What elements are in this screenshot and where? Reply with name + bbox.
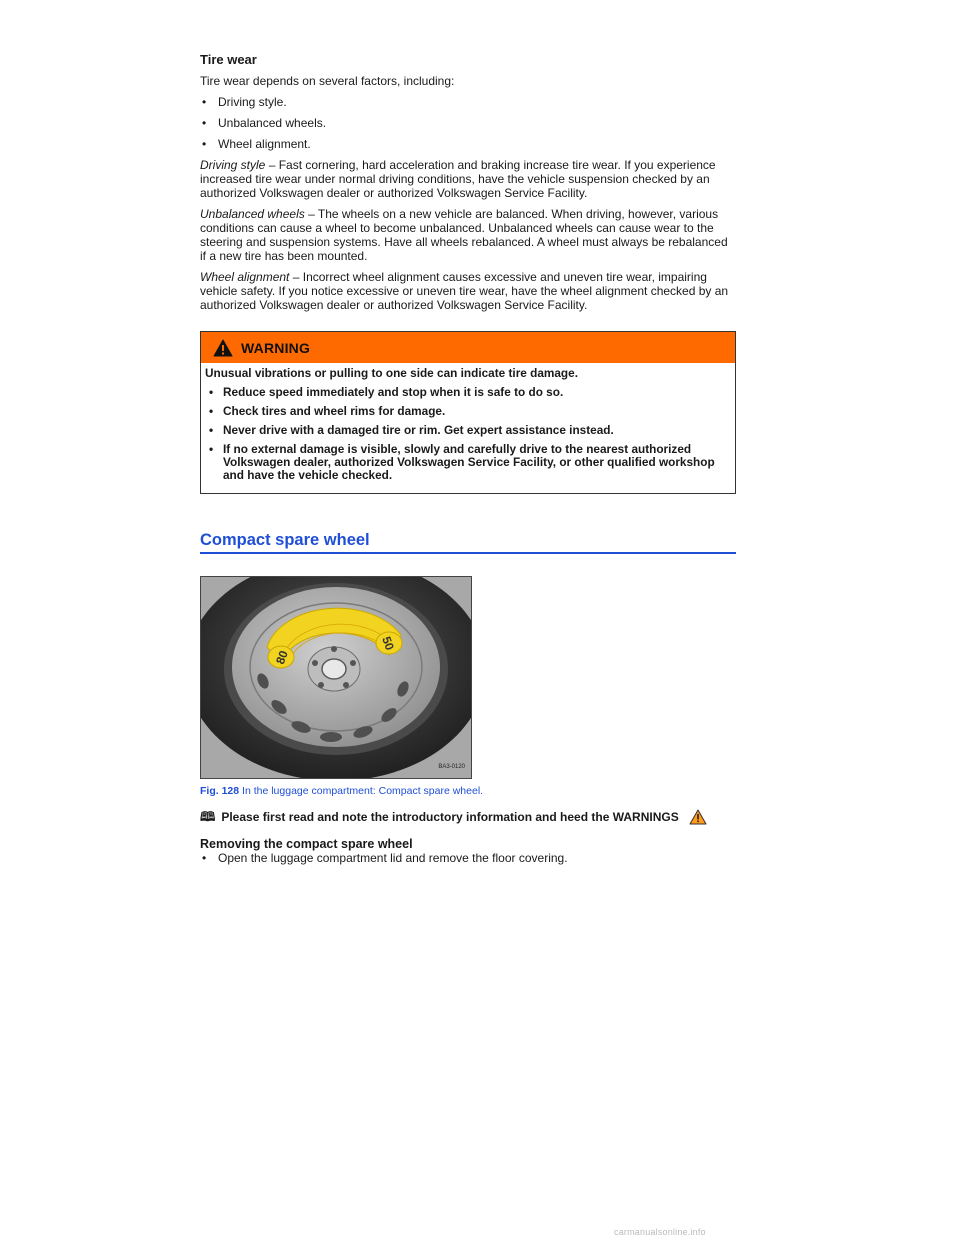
tire-wear-intro: Tire wear depends on several factors, including: [200,74,455,88]
warning-lead: Unusual vibrations or pulling to one side can indicate tire damage. [205,366,578,380]
list-item: • Wheel alignment. [200,137,736,151]
book-icon: 🕮 [200,809,216,824]
speed-label-right: 50 [379,634,397,653]
section-title: Compact spare wheel [200,530,736,554]
list-item: • Open the luggage compartment lid and remove the floor covering. [200,851,736,865]
alignment-term: Wheel alignment [200,270,290,284]
driving-style-paragraph [200,158,736,200]
alignment-paragraph [200,270,736,312]
content-column [200,52,736,872]
list-item: • Never drive with a damaged tire or rim. Get expert assistance instead. [205,424,731,437]
list-item: • Driving style. [200,95,736,109]
caption-text: In the luggage compartment: Compact spare wheel. [239,785,484,797]
warning-list [205,386,731,482]
spare-wheel-illustration [201,577,471,778]
list-item: • Unbalanced wheels. [200,116,736,130]
list-item: • If no external damage is visible, slowly and carefully drive to the nearest authorized Volkswagen dealer, authorized Volkswagen Service Facility, or other qualified workshop and have the vehicle checked. [205,443,731,482]
intro-note [200,809,736,825]
speed-label-left: 80 [273,648,291,667]
unbalanced-text: – The wheels on a new vehicle are balanced. When driving, however, various conditions can cause a wheel to become unbalanced. Unbalanced wheels can cause wear to the steering and suspension systems. Have all wheels rebalanced. A wheel must always be rebalanced if a new tire has been mounted. [200,207,728,263]
figure-code: BA3-0120 [438,764,465,770]
warning-box [200,331,736,494]
list-item: • Reduce speed immediately and stop when it is safe to do so. [205,386,731,399]
list-item: • Check tires and wheel rims for damage. [205,405,731,418]
warning-header [201,332,735,363]
removing-heading: Removing the compact spare wheel [200,837,413,851]
warning-triangle-icon [689,809,707,825]
caption-number: Fig. 128 [200,785,240,797]
driving-style-text: – Fast cornering, hard acceleration and braking increase tire wear. If you experience increased tire wear under normal driving conditions, have the vehicle suspension checked by an authorized Volkswagen dealer or authorized Volkswagen Service Facility. [200,158,716,200]
unbalanced-term: Unbalanced wheels [200,207,305,221]
tire-wear-heading: Tire wear [200,52,257,67]
alignment-text: – Incorrect wheel alignment causes excessive and uneven tire wear, impairing vehicle safety. If you notice excessive or uneven tire wear, have the wheel alignment checked by an authorized Volkswagen dealer or authorized Volkswagen Service Facility. [200,270,729,312]
removing-steps [200,851,736,865]
note-text: Please first read and note the introductory information and heed the WARNINGS [221,810,679,824]
unbalanced-paragraph [200,207,736,263]
driving-style-term: Driving style [200,158,266,172]
spare-wheel-figure [200,576,472,779]
warning-title: WARNING [241,339,311,356]
watermark: carmanualsonline.info [614,1227,706,1237]
tire-wear-factors [200,95,736,151]
warning-body [201,363,735,493]
figure-caption [200,785,736,798]
warning-triangle-icon [213,339,233,357]
